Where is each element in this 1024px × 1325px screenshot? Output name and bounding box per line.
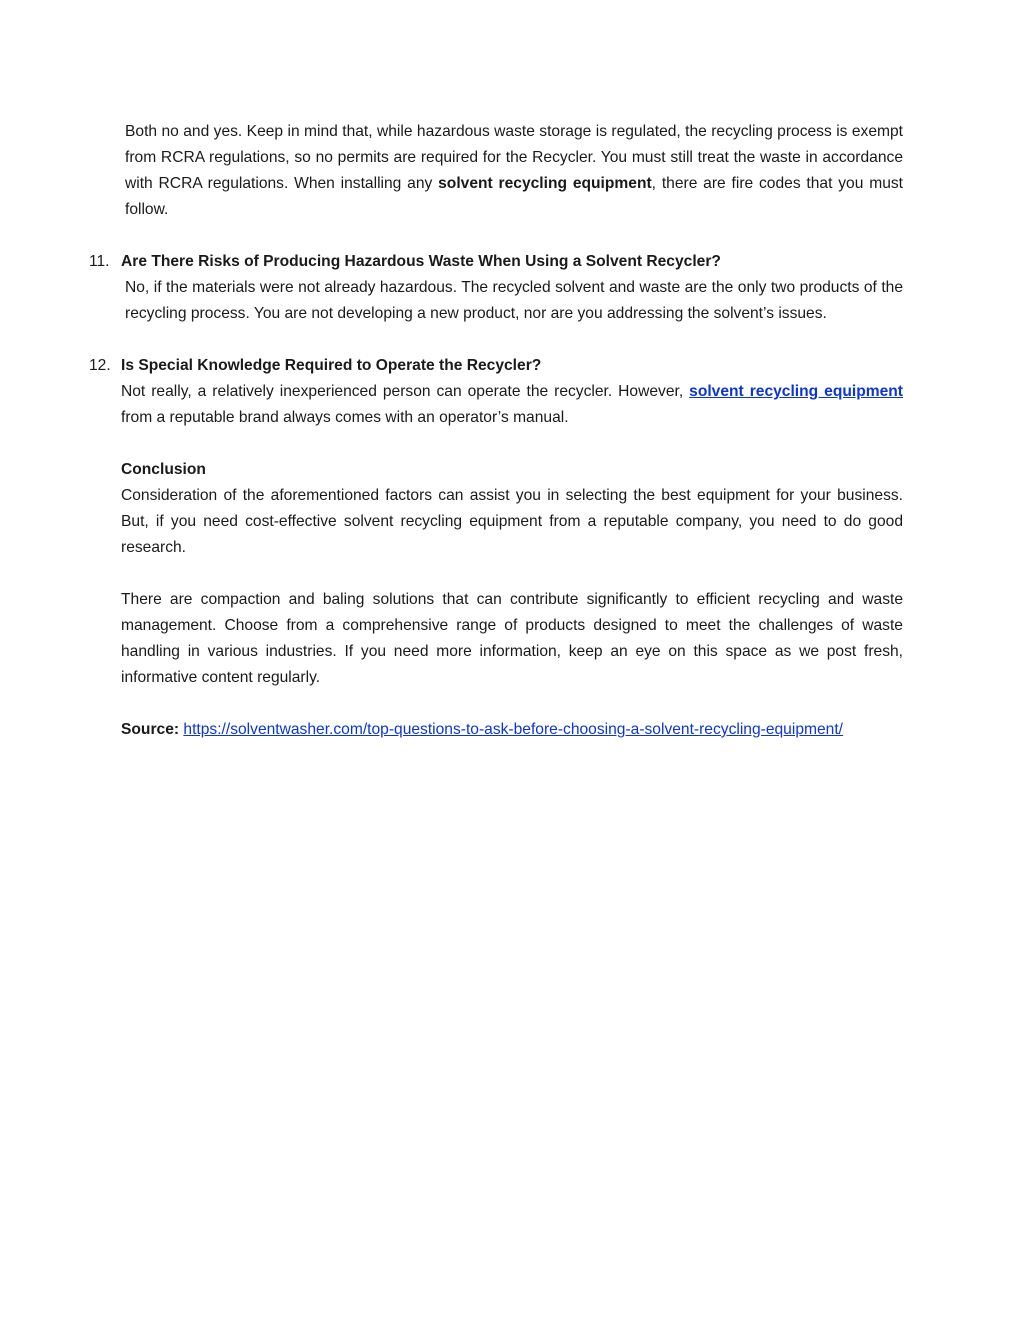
item-question: Is Special Knowledge Required to Operate the Recycler? — [121, 357, 542, 374]
source-url-link[interactable]: https://solventwasher.com/top-questions-to-ask-before-choosing-a-solvent-recycling-equipment/ — [183, 721, 843, 738]
conclusion-paragraph-2: There are compaction and baling solutions that can contribute significantly to efficient recycling and waste management. Choose from a comprehensive range of products designed to meet the challenges of waste handling in various industries. If you need more information, keep an eye on this space as we post fresh, informative content regularly. — [121, 591, 903, 686]
intro-text-after: , there are fire codes that you must follow. — [125, 175, 903, 218]
item-question: Are There Risks of Producing Hazardous Waste When Using a Solvent Recycler? — [121, 253, 721, 270]
solvent-recycling-equipment-link[interactable]: solvent recycling equipment — [689, 383, 903, 400]
intro-paragraph — [121, 119, 903, 223]
item-number: 12. — [89, 357, 111, 374]
document-body — [89, 119, 903, 743]
answer-text-before: Not really, a relatively inexperienced person can operate the recycler. However, — [121, 383, 690, 400]
list-item-11 — [89, 249, 903, 327]
intro-text-before: Both no and yes. Keep in mind that, while hazardous waste storage is regulated, the recycling process is exempt from RCRA regulations, so no permits are required for the Recycler. You must still treat the waste in accordance with RCRA regulations. When installing any — [125, 123, 903, 192]
list-item-12 — [89, 353, 903, 431]
item-answer: No, if the materials were not already hazardous. The recycled solvent and waste are the only two products of the recycling process. You are not developing a new product, nor are you addressing the solvent’s issues. — [125, 279, 903, 322]
answer-text-after: from a reputable brand always comes with an operator’s manual. — [121, 409, 569, 426]
conclusion-paragraph-1: Consideration of the aforementioned factors can assist you in selecting the best equipment for your business. But, if you need cost-effective solvent recycling equipment from a reputable company, you need to do good research. — [121, 487, 903, 556]
item-number: 11. — [89, 253, 110, 270]
source-line — [121, 717, 903, 743]
item-answer — [121, 379, 903, 431]
intro-bold-phrase: solvent recycling equipment — [438, 175, 652, 192]
source-label: Source: — [121, 721, 180, 738]
conclusion-heading: Conclusion — [121, 461, 206, 478]
